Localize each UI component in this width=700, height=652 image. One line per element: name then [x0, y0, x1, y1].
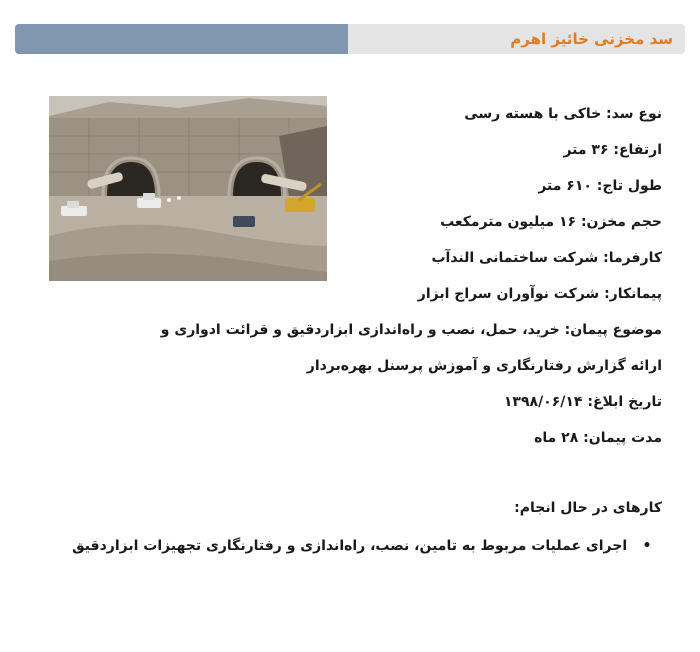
info-employer: کارفرما: شرکت ساختمانی الندآب [431, 250, 662, 266]
title-bar-accent [15, 24, 348, 54]
bullet-icon: • [642, 538, 652, 554]
info-contractor: پیمانکار: شرکت نوآوران سراج ابزار [417, 286, 662, 302]
list-item [22, 528, 662, 564]
dam-info-list [122, 96, 662, 456]
info-notification-date: تاریخ ابلاغ: ۱۳۹۸/۰۶/۱۴ [503, 394, 662, 410]
ongoing-tasks-title: کارهای در حال انجام: [514, 500, 662, 516]
info-contract-subject-cont: ارائه گزارش رفتارنگاری و آموزش پرسنل بهره‌بردار [306, 358, 662, 374]
info-dam-type: نوع سد: خاکی با هسته رسی [464, 106, 662, 122]
info-contract-duration: مدت پیمان: ۲۸ ماه [534, 430, 662, 446]
info-contract-subject: موضوع پیمان: خرید، حمل، نصب و راه‌اندازی ابزاردقیق و قرائت ادواری و [160, 322, 662, 338]
section-title-bar [15, 24, 685, 54]
task-item-text: اجرای عملیات مربوط به تامین، نصب، راه‌اندازی و رفتارنگاری تجهیزات ابزاردقیق [72, 538, 628, 554]
info-crest-length: طول تاج: ۶۱۰ متر [538, 178, 662, 194]
page-title: سد مخزنی خائیز اهرم [510, 30, 673, 48]
info-reservoir-volume: حجم مخزن: ۱۶ میلیون مترمکعب [440, 214, 662, 230]
info-height: ارتفاع: ۳۶ متر [563, 142, 662, 158]
